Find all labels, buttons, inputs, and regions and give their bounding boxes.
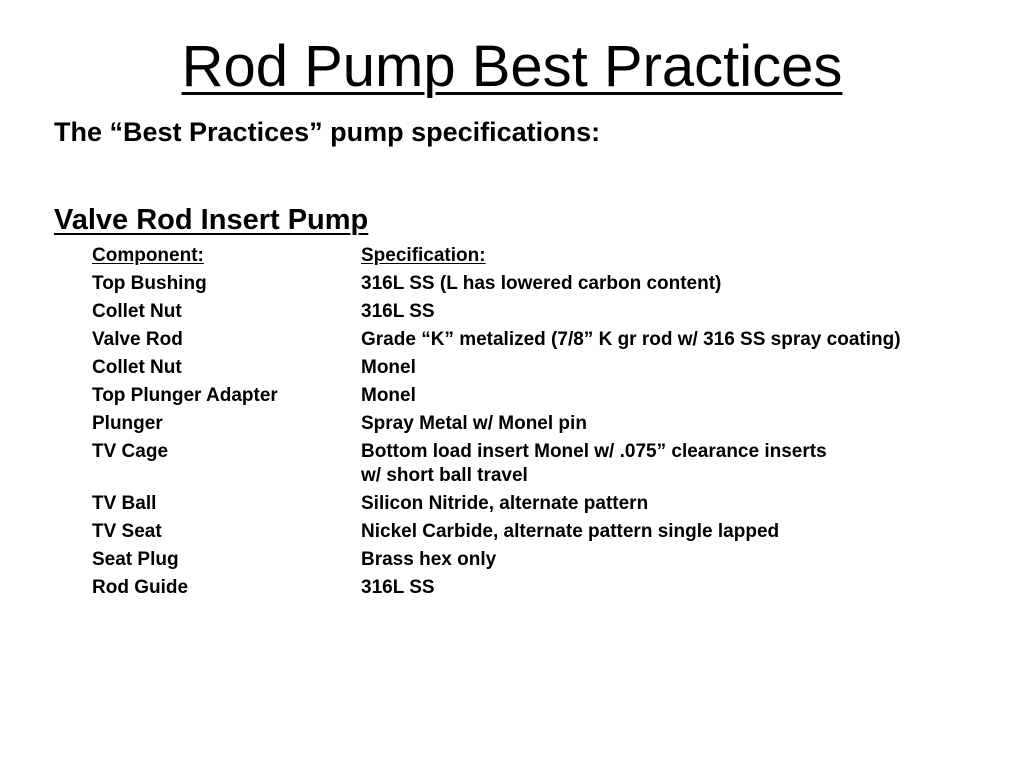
component-cell: Seat Plug <box>92 549 179 570</box>
table-row <box>92 300 981 324</box>
specification-cell: Nickel Carbide, alternate pattern single lapped <box>361 521 780 542</box>
specification-cell: Grade “K” metalized (7/8” K gr rod w/ 316 SS spray coating) <box>361 329 901 350</box>
table-row <box>92 384 981 408</box>
table-row <box>92 492 981 516</box>
component-cell: Rod Guide <box>92 577 189 598</box>
component-cell: Top Bushing <box>92 273 207 294</box>
specification-cell: Bottom load insert Monel w/ .075” clearance inserts w/ short ball travel <box>361 441 827 486</box>
specification-cell: 316L SS <box>361 301 435 322</box>
slide-title: Rod Pump Best Practices <box>181 34 843 99</box>
table-row <box>92 412 981 436</box>
specification-cell: Monel <box>361 357 416 378</box>
specification-column-header: Specification: <box>361 245 486 266</box>
spec-table <box>92 244 981 604</box>
specification-cell: Spray Metal w/ Monel pin <box>361 413 587 434</box>
table-row <box>92 328 981 352</box>
component-cell: TV Cage <box>92 441 169 462</box>
table-row <box>92 272 981 296</box>
component-cell: Top Plunger Adapter <box>92 385 278 406</box>
component-cell: Plunger <box>92 413 163 434</box>
component-cell: Valve Rod <box>92 329 183 350</box>
specification-cell: 316L SS (L has lowered carbon content) <box>361 273 722 294</box>
specification-cell: 316L SS <box>361 577 435 598</box>
intro-text: The “Best Practices” pump specifications: <box>54 117 601 147</box>
table-row <box>92 356 981 380</box>
table-row <box>92 576 981 600</box>
component-cell: TV Ball <box>92 493 157 514</box>
table-row <box>92 548 981 572</box>
component-cell: Collet Nut <box>92 301 182 322</box>
component-column-header: Component: <box>92 245 204 266</box>
section-heading: Valve Rod Insert Pump <box>54 204 369 236</box>
table-header-row <box>92 244 981 268</box>
specification-cell: Monel <box>361 385 416 406</box>
component-cell: TV Seat <box>92 521 162 542</box>
specification-cell: Brass hex only <box>361 549 497 570</box>
table-row <box>92 440 981 488</box>
table-row <box>92 520 981 544</box>
specification-cell: Silicon Nitride, alternate pattern <box>361 493 649 514</box>
component-cell: Collet Nut <box>92 357 182 378</box>
